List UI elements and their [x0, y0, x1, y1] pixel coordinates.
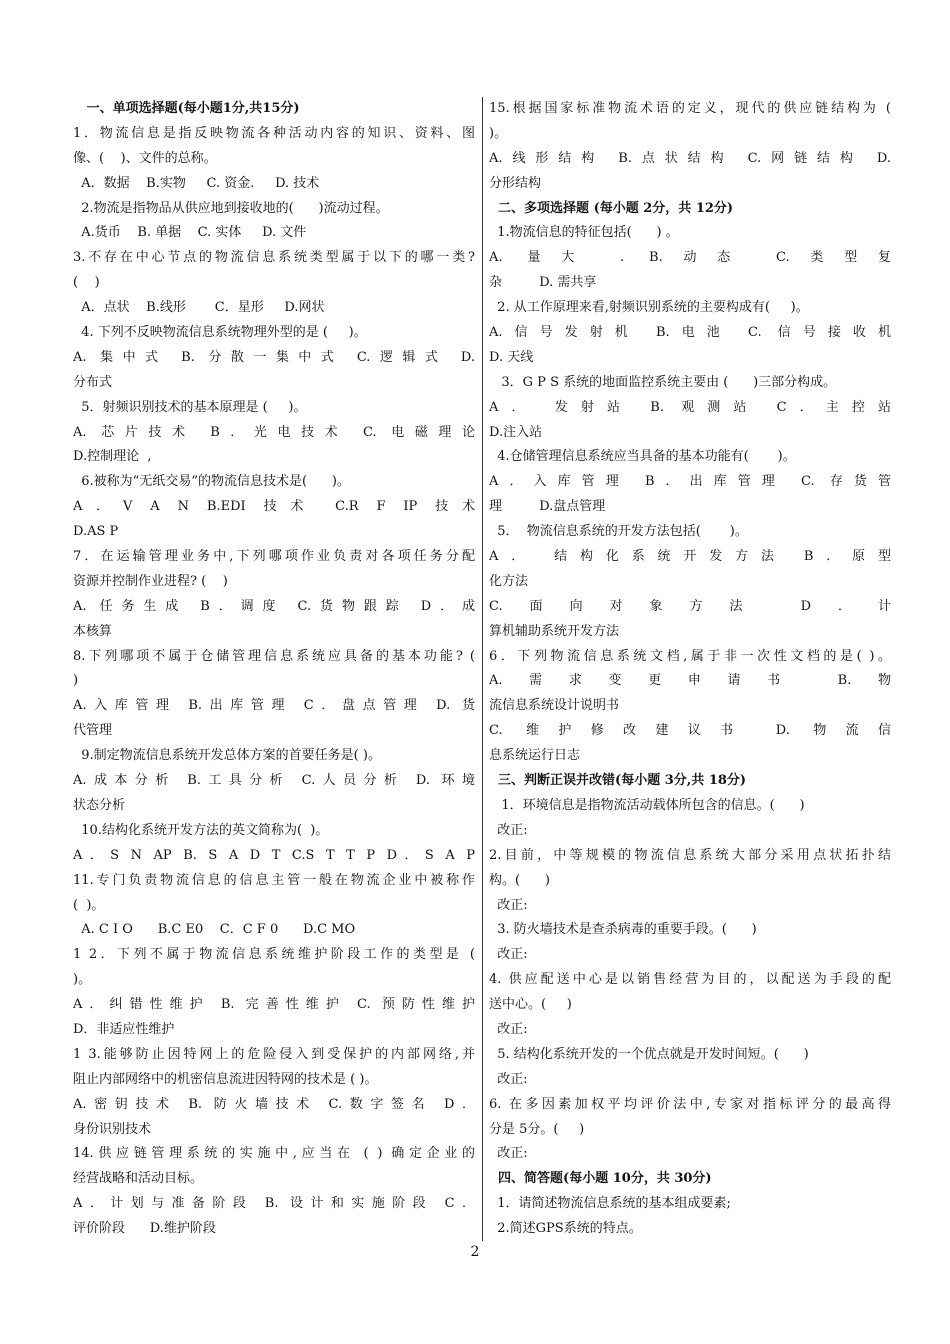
- text-line: A.密钥技术 B. 防火墙技术 C.数字签名 D．: [73, 1096, 475, 1112]
- text-line: 改正:: [489, 822, 528, 838]
- text-line: 理 D.盘点管理: [489, 499, 606, 515]
- text-line: 评价阶段 D.维护阶段: [73, 1221, 216, 1237]
- text-line: 5． 物流信息系统的开发方法包括( )。: [489, 524, 748, 540]
- text-line: 分布式: [73, 374, 113, 390]
- text-line: 身份识别技术: [73, 1121, 152, 1137]
- text-line: 分是 5分。( ): [489, 1121, 585, 1137]
- text-line: 4.仓储管理信息系统应当具备的基本功能有( )。: [489, 449, 796, 465]
- text-line: 6．下列物流信息系统文档,属于非一次性文档的是( )。: [489, 648, 891, 664]
- text-line: 化方法: [489, 573, 529, 589]
- text-line: A．V A N B.EDI 技术 C.R F IP 技术: [73, 499, 475, 515]
- text-line: D.注入站: [489, 424, 543, 440]
- text-line: 6. 在多因素加权平均评价法中,专家对指标评分的最高得: [489, 1096, 891, 1112]
- text-line: A．计划与准备阶段 B. 设计和实施阶段 C．: [73, 1196, 475, 1212]
- text-line: 1．请简述物流信息系统的基本组成要素;: [489, 1196, 731, 1212]
- text-line: 1 2．下列不属于物流信息系统维护阶段工作的类型是 (: [73, 947, 475, 963]
- text-line: A. C I O B.C E0 C．C F 0 D.C MO: [73, 922, 356, 938]
- text-line: A．纠错性维护 B. 完善性维护 C. 预防性维护: [73, 997, 475, 1013]
- text-line: A.线形结构 B.点状结构 C.网链结构 D.: [489, 150, 891, 166]
- text-line: 5．射频识别技术的基本原理是 ( )。: [73, 399, 307, 415]
- left-column: [73, 97, 475, 1242]
- text-line: 1．物流信息是指反映物流各种活动内容的知识、资料、图: [73, 125, 475, 141]
- text-line: A.需求变更申请书 B.物: [489, 673, 891, 689]
- text-line: 3. 防火墙技术是查杀病毒的重要手段。( ): [489, 922, 757, 938]
- text-line: 息系统运行日志: [489, 748, 581, 764]
- text-line: A．数据 B.实物 C. 资金. D. 技术: [73, 175, 320, 191]
- text-line: 2.简述GPS系统的特点。: [489, 1221, 642, 1237]
- text-line: 改正:: [489, 947, 528, 963]
- text-line: 2.目前，中等规模的物流信息系统大部分采用点状拓扑结: [489, 847, 891, 863]
- text-line: 像、( )、文件的总称。: [73, 150, 217, 166]
- text-line: )。: [489, 125, 508, 141]
- text-line: 9.制定物流信息系统开发总体方案的首要任务是( )。: [73, 748, 381, 764]
- text-line: 送中心。( ): [489, 997, 572, 1013]
- text-line: ): [73, 673, 79, 689]
- text-line: A. 量大 . B.动态 C.类型复: [489, 250, 891, 266]
- text-line: C.面向对象方法 D．计: [489, 598, 891, 614]
- text-line: 7．在运输管理业务中,下列哪项作业负责对各项任务分配: [73, 549, 475, 565]
- text-line: A.成本分析 B.工具分析 C.人员分析 D. 环境: [73, 773, 475, 789]
- text-line: ( )。: [73, 897, 105, 913]
- text-line: C. 维护修改建议书 D. 物流信: [489, 723, 891, 739]
- text-line: 改正:: [489, 1146, 528, 1162]
- text-line: A. 芯片技术 B．光电技术 C. 电磁理论: [73, 424, 475, 440]
- text-line: ( ): [73, 275, 100, 291]
- text-line: 8.下列哪项不属于仓储管理信息系统应具备的基本功能? (: [73, 648, 475, 664]
- section-heading: 三、判断正误并改错(每小题 3分,共 18分): [489, 773, 747, 789]
- text-line: 改正:: [489, 897, 528, 913]
- text-line: A．入库管理 B．出库管理 C. 存货管: [489, 474, 891, 490]
- text-line: 14.供应链管理系统的实施中,应当在 ( ) 确定企业的: [73, 1146, 475, 1162]
- section-heading: 二、多项选择题 (每小题 2分，共 12分): [489, 200, 734, 216]
- text-line: 2. 从工作原理来看,射频识别系统的主要构成有( )。: [489, 300, 809, 316]
- text-line: A.货币 B. 单据 C. 实体 D. 文件: [73, 225, 307, 241]
- section-heading: 四、简答题(每小题 10分，共 30分): [489, 1171, 712, 1187]
- column-divider: [482, 97, 483, 1241]
- text-line: 流信息系统设计说明书: [489, 698, 620, 714]
- text-line: A.信号发射机 B.电池 C. 信号接收机: [489, 325, 891, 341]
- text-line: 杂 D. 需共享: [489, 275, 597, 291]
- text-line: A． 发射站 B. 观测站 C．主控站: [489, 399, 891, 415]
- text-line: 2.物流是指物品从供应地到接收地的( )流动过程。: [73, 200, 389, 216]
- text-line: 10.结构化系统开发方法的英文简称为( )。: [73, 822, 329, 838]
- text-line: 1.物流信息的特征包括( ) 。: [489, 225, 679, 241]
- text-line: D．非适应性维护: [73, 1021, 175, 1037]
- section-heading: 一、单项选择题(每小题1分,共15分): [73, 101, 300, 116]
- text-line: 改正:: [489, 1021, 528, 1037]
- text-line: A．S N AP B. S A D T C.S T T P D．S A P: [73, 847, 475, 863]
- text-line: A.入库管理 B.出库管理 C．盘点管理 D. 货: [73, 698, 475, 714]
- text-line: A. 集中式 B. 分散一集中式 C.逻辑式 D.: [73, 349, 475, 365]
- text-line: D.AS P: [73, 524, 119, 540]
- right-column: [489, 97, 891, 1242]
- text-line: A． 结构化系统开发方法 B．原型: [489, 549, 891, 565]
- text-line: 11.专门负责物流信息的信息主管一般在物流企业中被称作: [73, 872, 475, 888]
- text-line: 资源并控制作业进程? ( ): [73, 573, 228, 589]
- text-line: 改正:: [489, 1071, 528, 1087]
- text-line: A. 任务生成 B．调度 C.货物跟踪 D．成: [73, 598, 475, 614]
- text-line: 3．G P S 系统的地面监控系统主要由 ( )三部分构成。: [489, 374, 837, 390]
- text-line: 本核算: [73, 623, 113, 639]
- text-line: 状态分析: [73, 797, 126, 813]
- text-line: 5. 结构化系统开发的一个优点就是开发时间短。( ): [489, 1046, 809, 1062]
- text-line: )。: [73, 972, 92, 988]
- text-line: 1．环境信息是指物流活动载体所包含的信息。( ): [489, 797, 805, 813]
- text-line: 分形结构: [489, 175, 542, 191]
- text-line: 6.被称为“无纸交易”的物流信息技术是( )。: [73, 474, 350, 490]
- text-line: D.控制理论 ,: [73, 449, 152, 465]
- text-line: 代管理: [73, 723, 113, 739]
- text-line: 阻止内部网络中的机密信息流进因特网的技术是 ( )。: [73, 1071, 378, 1087]
- text-line: 经营战略和活动目标。: [73, 1171, 204, 1187]
- text-line: 构。( ): [489, 872, 550, 888]
- text-line: D. 天线: [489, 349, 534, 365]
- text-line: 1 3.能够防止因特网上的危险侵入到受保护的内部网络,并: [73, 1046, 475, 1062]
- text-line: 4. 下列不反映物流信息系统物理外型的是 ( )。: [73, 325, 367, 341]
- text-line: A．点状 B.线形 C．星形 D.网状: [73, 300, 325, 316]
- text-line: 15.根据国家标准物流术语的定义，现代的供应链结构为 (: [489, 101, 891, 116]
- page-number: 2: [470, 1244, 480, 1260]
- text-line: 4. 供应配送中心是以销售经营为目的，以配送为手段的配: [489, 972, 891, 988]
- text-line: 3.不存在中心节点的物流信息系统类型属于以下的哪一类?: [73, 250, 475, 266]
- text-line: 算机辅助系统开发方法: [489, 623, 620, 639]
